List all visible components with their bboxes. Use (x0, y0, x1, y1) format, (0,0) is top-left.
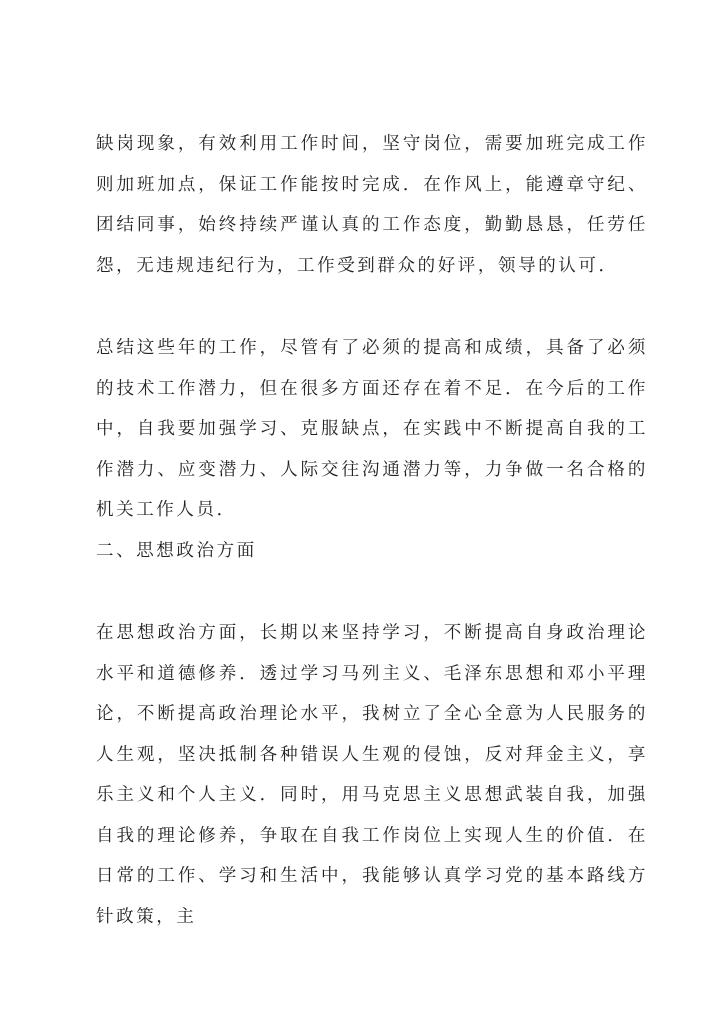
document-body (96, 124, 648, 937)
paragraph-summary: 总结这些年的工作，尽管有了必须的提高和成绩，具备了必须的技术工作潜力，但在很多方面还存在着不足．在今后的工作中，自我要加强学习、克服缺点，在实践中不断提高自我的工作潜力、应变潜力、人际交往沟通潜力等，力争做一名合格的机关工作人员． (96, 338, 648, 520)
paragraph-ideology-politics: 在思想政治方面，长期以来坚持学习，不断提高自身政治理论水平和道德修养．透过学习马列主义、毛泽东思想和邓小平理论，不断提高政治理论水平，我树立了全心全意为人民服务的人生观，坚决抵制各种错误人生观的侵蚀，反对拜金主义，享乐主义和个人主义．同时，用马克思主义思想武装自我，加强自我的理论修养，争取在自我工作岗位上实现人生的价值．在日常的工作、学习和生活中，我能够认真学习党的基本路线方针政策，主 (96, 623, 648, 927)
paragraph-work-attitude: 缺岗现象，有效利用工作时间，坚守岗位，需要加班完成工作则加班加点，保证工作能按时完成．在作风上，能遵章守纪、团结同事，始终持续严谨认真的工作态度，勤勤恳恳，任劳任怨，无违规违纪行为，工作受到群众的好评，领导的认可． (96, 134, 648, 276)
section-heading-ideology-politics: 二、思想政治方面 (96, 540, 257, 561)
